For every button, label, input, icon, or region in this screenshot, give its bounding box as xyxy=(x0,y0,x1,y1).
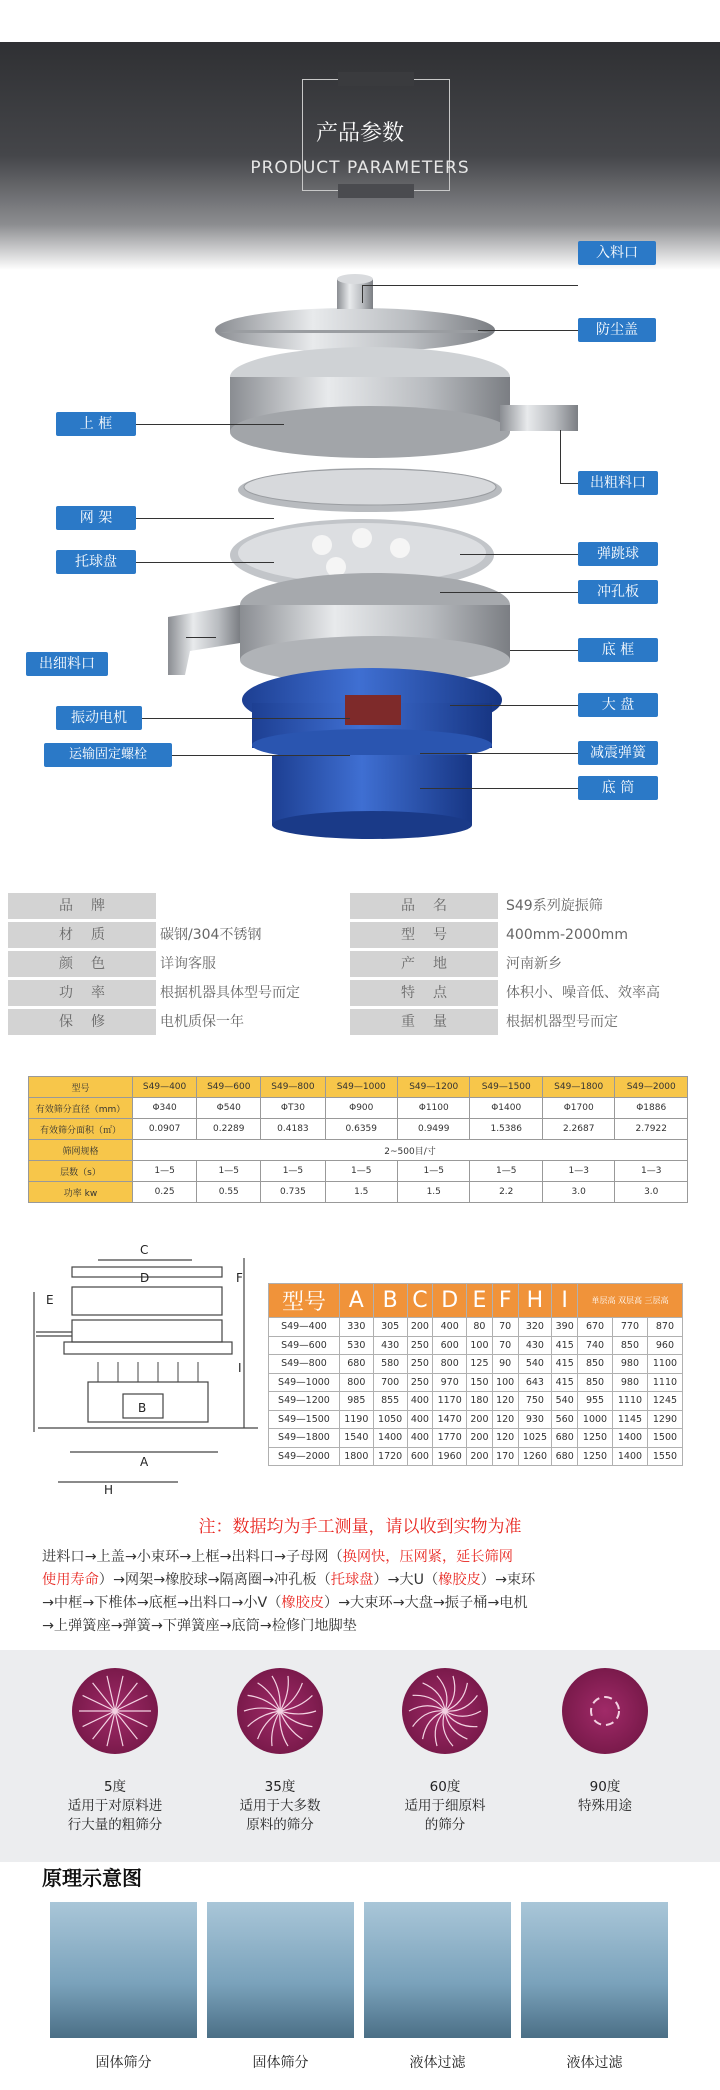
param-cell: ΦT30 xyxy=(261,1098,325,1119)
param-cell: Φ1700 xyxy=(542,1098,614,1119)
svg-text:H: H xyxy=(104,1483,114,1494)
param-cell: 0.2289 xyxy=(197,1119,261,1140)
spec-row xyxy=(0,951,720,977)
param-row xyxy=(29,1140,688,1161)
dim-row xyxy=(269,1447,683,1466)
dim-cell: 750 xyxy=(518,1392,552,1411)
dim-header-row xyxy=(269,1284,683,1318)
spec-label: 功率 xyxy=(8,980,156,1006)
leader-line xyxy=(134,562,274,563)
header-frame-gap-bottom xyxy=(338,184,414,198)
dim-cell: 1400 xyxy=(612,1447,647,1466)
param-cell: Φ1400 xyxy=(470,1098,542,1119)
leader-line xyxy=(560,483,580,484)
dim-row xyxy=(269,1410,683,1429)
dim-cell: 305 xyxy=(373,1318,407,1337)
dim-cell: 980 xyxy=(612,1355,647,1374)
dim-cell: 1250 xyxy=(578,1429,613,1448)
dim-head: E xyxy=(467,1284,493,1318)
dim-cell: 430 xyxy=(518,1336,552,1355)
dim-cell: 150 xyxy=(467,1373,493,1392)
vibration-angle-disc xyxy=(237,1668,323,1754)
param-cell: S49—1000 xyxy=(325,1077,397,1098)
label-ball-tray: 托球盘 xyxy=(56,550,136,574)
leader-line xyxy=(450,705,580,706)
flow-text: ）→网架→橡胶球→隔离圈→冲孔板（ xyxy=(98,1572,331,1588)
flow-highlight: 橡胶皮 xyxy=(438,1572,481,1588)
vibration-angle-disc xyxy=(72,1668,158,1754)
dim-cell: 1110 xyxy=(612,1392,647,1411)
flow-highlight: 使用寿命 xyxy=(42,1572,99,1588)
leader-line xyxy=(420,788,580,789)
dim-cell: 200 xyxy=(467,1410,493,1429)
dim-cell: 850 xyxy=(578,1355,613,1374)
param-row xyxy=(29,1098,688,1119)
principle-caption: 液体过滤 xyxy=(566,2055,623,2071)
label-transport-bolt: 运输固定螺栓 xyxy=(44,743,172,767)
spec-row xyxy=(0,893,720,919)
param-cell: Φ1886 xyxy=(615,1098,688,1119)
dim-cell: 1250 xyxy=(578,1447,613,1466)
param-cell: 2.2 xyxy=(470,1182,542,1203)
dim-cell: S49—2000 xyxy=(269,1447,340,1466)
dim-row xyxy=(269,1355,683,1374)
dim-head: F xyxy=(492,1284,518,1318)
param-cell: S49—2000 xyxy=(615,1077,688,1098)
leader-line xyxy=(140,718,350,719)
svg-text:A: A xyxy=(140,1455,149,1469)
spec-value: 根据机器型号而定 xyxy=(506,1014,618,1030)
principle-caption: 固体筛分 xyxy=(95,2055,152,2071)
dim-cell: 1720 xyxy=(373,1447,407,1466)
svg-text:I: I xyxy=(238,1361,242,1375)
dim-cell: 1290 xyxy=(647,1410,682,1429)
param-cell: 0.0907 xyxy=(133,1119,197,1140)
label-base-cylinder: 底 筒 xyxy=(578,776,658,800)
spec-value: 碳钢/304不锈钢 xyxy=(160,927,262,943)
dim-row xyxy=(269,1392,683,1411)
dim-cell: 120 xyxy=(492,1429,518,1448)
dim-cell: 430 xyxy=(373,1336,407,1355)
flow-text: ）→大U（ xyxy=(373,1572,439,1588)
dim-cell: 540 xyxy=(518,1355,552,1374)
svg-text:B: B xyxy=(138,1401,147,1415)
leader-line xyxy=(362,285,363,303)
angle-caption-line: 特殊用途 xyxy=(578,1798,632,1814)
dim-cell: 1960 xyxy=(433,1447,467,1466)
dim-cell: 120 xyxy=(492,1410,518,1429)
leader-line xyxy=(362,285,578,286)
param-cell: 0.25 xyxy=(133,1182,197,1203)
param-cell: S49—600 xyxy=(197,1077,261,1098)
param-cell: 2.7922 xyxy=(615,1119,688,1140)
dim-cell: 90 xyxy=(492,1355,518,1374)
leader-line xyxy=(460,554,580,555)
flow-highlight: 换网快，压网紧，延长筛网 xyxy=(342,1549,513,1565)
dim-cell: 415 xyxy=(552,1355,578,1374)
dim-cell: S49—1200 xyxy=(269,1392,340,1411)
param-cell: 1—3 xyxy=(542,1161,614,1182)
param-head: 有效筛分面积（㎡） xyxy=(29,1119,133,1140)
leader-line xyxy=(186,637,216,638)
dim-row xyxy=(269,1373,683,1392)
dim-cell: 100 xyxy=(467,1336,493,1355)
angle-caption-line: 原料的筛分 xyxy=(246,1817,314,1833)
spec-value: 体积小、噪音低、效率高 xyxy=(506,985,660,1001)
dim-cell: 1110 xyxy=(647,1373,682,1392)
leader-line xyxy=(134,518,274,519)
dim-head: I xyxy=(552,1284,578,1318)
vibration-angle-disc xyxy=(402,1668,488,1754)
param-cell: 2~500目/寸 xyxy=(133,1140,688,1161)
dim-cell: 850 xyxy=(612,1336,647,1355)
spec-value xyxy=(160,893,350,919)
dim-cell: 390 xyxy=(552,1318,578,1337)
principle-image-1 xyxy=(50,1902,197,2038)
param-cell: S49—1200 xyxy=(398,1077,470,1098)
spec-label: 品名 xyxy=(350,893,498,919)
svg-text:F: F xyxy=(236,1271,243,1285)
dim-head: D xyxy=(433,1284,467,1318)
svg-text:D: D xyxy=(140,1271,150,1285)
dim-cell: 680 xyxy=(552,1429,578,1448)
param-head: 型号 xyxy=(29,1077,133,1098)
param-head: 有效筛分直径（mm） xyxy=(29,1098,133,1119)
dim-cell: 1000 xyxy=(578,1410,613,1429)
dim-cell: 330 xyxy=(339,1318,373,1337)
label-big-plate: 大 盘 xyxy=(578,693,658,717)
svg-text:C: C xyxy=(140,1243,149,1257)
dim-cell: 960 xyxy=(647,1336,682,1355)
header-frame-gap-top xyxy=(338,72,414,86)
dim-cell: 600 xyxy=(407,1447,433,1466)
angle-caption xyxy=(45,1778,185,1835)
dimension-drawing xyxy=(28,1232,264,1494)
dim-cell: 870 xyxy=(647,1318,682,1337)
dim-cell: 1500 xyxy=(647,1429,682,1448)
assembly-flow-line-1 xyxy=(42,1546,692,1569)
param-cell: 0.6359 xyxy=(325,1119,397,1140)
dim-cell: S49—1800 xyxy=(269,1429,340,1448)
angle-caption-line: 行大量的粗筛分 xyxy=(67,1817,163,1833)
param-cell: 0.9499 xyxy=(398,1119,470,1140)
flow-text: ）→大束环→大盘→振子桶→电机 xyxy=(323,1595,528,1611)
param-head: 功率 kw xyxy=(29,1182,133,1203)
param-row xyxy=(29,1119,688,1140)
dim-cell: 415 xyxy=(552,1336,578,1355)
label-bounce-ball: 弹跳球 xyxy=(578,542,658,566)
dim-cell: 80 xyxy=(467,1318,493,1337)
label-dust-cover: 防尘盖 xyxy=(578,318,656,342)
label-inlet: 入料口 xyxy=(578,241,656,265)
dim-cell: 1550 xyxy=(647,1447,682,1466)
spec-row xyxy=(0,980,720,1006)
dim-cell: 800 xyxy=(433,1355,467,1374)
dim-cell: 1400 xyxy=(612,1429,647,1448)
param-row xyxy=(29,1077,688,1098)
leader-line xyxy=(510,650,580,651)
angle-caption-line: 的筛分 xyxy=(424,1817,466,1833)
dim-cell: 70 xyxy=(492,1336,518,1355)
dim-head: H xyxy=(518,1284,552,1318)
param-cell: 1.5 xyxy=(398,1182,470,1203)
spec-value: 400mm-2000mm xyxy=(506,927,628,943)
principle-image-4 xyxy=(521,1902,668,2038)
flow-text: 进料口→上盖→小束环→上框→出料口→子母网（ xyxy=(42,1549,343,1565)
dim-cell: 980 xyxy=(612,1373,647,1392)
header-banner xyxy=(0,42,720,270)
spec-row xyxy=(0,1009,720,1035)
param-cell: S49—1800 xyxy=(542,1077,614,1098)
spec-value: S49系列旋振筛 xyxy=(506,898,603,914)
spec-label: 重量 xyxy=(350,1009,498,1035)
dim-row xyxy=(269,1318,683,1337)
flow-highlight: 托球盘 xyxy=(330,1572,374,1588)
leader-line xyxy=(478,330,578,331)
dim-cell: 1470 xyxy=(433,1410,467,1429)
dim-cell: 1800 xyxy=(339,1447,373,1466)
dim-cell: 100 xyxy=(492,1373,518,1392)
angle-caption-line: 35度 xyxy=(264,1779,296,1795)
dim-cell: 930 xyxy=(518,1410,552,1429)
svg-text:E: E xyxy=(46,1293,54,1307)
dim-cell: S49—800 xyxy=(269,1355,340,1374)
param-cell: Φ900 xyxy=(325,1098,397,1119)
principle-image-3 xyxy=(364,1902,511,2038)
principle-image-2 xyxy=(207,1902,354,2038)
header-title-en: PRODUCT PARAMETERS xyxy=(250,158,470,178)
angle-caption-line: 适用于对原料进 xyxy=(67,1798,163,1814)
param-cell: Φ340 xyxy=(133,1098,197,1119)
dim-cell: 1025 xyxy=(518,1429,552,1448)
spec-value: 根据机器具体型号而定 xyxy=(160,985,300,1001)
flow-text: →中框→下椎体→底框→出料口→小V（ xyxy=(42,1595,282,1611)
spec-row xyxy=(0,922,720,948)
spec-label: 型号 xyxy=(350,922,498,948)
param-cell: 3.0 xyxy=(542,1182,614,1203)
dim-head: 型号 xyxy=(269,1284,340,1318)
spec-label: 品牌 xyxy=(8,893,156,919)
dim-cell: 1145 xyxy=(612,1410,647,1429)
param-cell: S49—800 xyxy=(261,1077,325,1098)
dim-cell: S49—600 xyxy=(269,1336,340,1355)
dim-cell: 200 xyxy=(467,1429,493,1448)
dim-cell: 1100 xyxy=(647,1355,682,1374)
param-head: 筛网规格 xyxy=(29,1140,133,1161)
dim-cell: 250 xyxy=(407,1336,433,1355)
dim-cell: 680 xyxy=(552,1447,578,1466)
label-coarse-outlet: 出粗料口 xyxy=(578,471,658,495)
dim-cell: 700 xyxy=(373,1373,407,1392)
dim-cell: 400 xyxy=(407,1429,433,1448)
label-vib-motor: 振动电机 xyxy=(56,706,142,730)
spec-label: 颜色 xyxy=(8,951,156,977)
dim-cell: 200 xyxy=(407,1318,433,1337)
param-cell: S49—400 xyxy=(133,1077,197,1098)
param-row xyxy=(29,1161,688,1182)
dim-cell: 680 xyxy=(339,1355,373,1374)
leader-line xyxy=(134,424,284,425)
param-cell: 2.2687 xyxy=(542,1119,614,1140)
dim-cell: 740 xyxy=(578,1336,613,1355)
spec-label: 材质 xyxy=(8,922,156,948)
assembly-flow-line-3 xyxy=(42,1592,692,1615)
param-cell: 1.5 xyxy=(325,1182,397,1203)
label-upper-frame: 上 框 xyxy=(56,412,136,436)
dim-cell: 1400 xyxy=(373,1429,407,1448)
param-cell: 1—3 xyxy=(615,1161,688,1182)
param-cell: 0.55 xyxy=(197,1182,261,1203)
dim-head: A xyxy=(339,1284,373,1318)
spec-value: 详询客服 xyxy=(160,956,216,972)
leader-line xyxy=(560,430,561,483)
param-head: 层数（s） xyxy=(29,1161,133,1182)
angle-caption-line: 适用于大多数 xyxy=(239,1798,321,1814)
param-cell: 1—5 xyxy=(470,1161,542,1182)
spec-label: 产地 xyxy=(350,951,498,977)
spec-label: 保修 xyxy=(8,1009,156,1035)
dim-cell: 670 xyxy=(578,1318,613,1337)
dim-cell: S49—1000 xyxy=(269,1373,340,1392)
dim-head: B xyxy=(373,1284,407,1318)
param-cell: 1—5 xyxy=(325,1161,397,1182)
dim-cell: 850 xyxy=(578,1373,613,1392)
angle-caption xyxy=(535,1778,675,1816)
leader-line xyxy=(420,753,580,754)
dim-cell: 170 xyxy=(492,1447,518,1466)
dim-cell: 200 xyxy=(467,1447,493,1466)
dim-cell: S49—1500 xyxy=(269,1410,340,1429)
dim-cell: 1260 xyxy=(518,1447,552,1466)
spec-label: 特点 xyxy=(350,980,498,1006)
param-cell: 1—5 xyxy=(197,1161,261,1182)
param-table xyxy=(28,1076,688,1203)
dim-cell: 580 xyxy=(373,1355,407,1374)
param-row xyxy=(29,1182,688,1203)
dim-head: C xyxy=(407,1284,433,1318)
angle-caption xyxy=(210,1778,350,1835)
principle-caption: 固体筛分 xyxy=(252,2055,309,2071)
dim-cell: 1770 xyxy=(433,1429,467,1448)
dim-cell: 530 xyxy=(339,1336,373,1355)
dim-cell: 1540 xyxy=(339,1429,373,1448)
leader-line xyxy=(440,592,580,593)
param-cell: 1—5 xyxy=(133,1161,197,1182)
dim-cell: 125 xyxy=(467,1355,493,1374)
dim-cell: 250 xyxy=(407,1355,433,1374)
dim-cell: 770 xyxy=(612,1318,647,1337)
flow-text: ）→束环 xyxy=(480,1572,536,1588)
label-bottom-frame: 底 框 xyxy=(578,638,658,662)
assembly-flow-line-4: →上弹簧座→弹簧→下弹簧座→底筒→检修门地脚垫 xyxy=(42,1618,357,1634)
label-fine-outlet: 出细料口 xyxy=(26,652,108,676)
dim-cell: S49—400 xyxy=(269,1318,340,1337)
flow-highlight: 橡胶皮 xyxy=(281,1595,324,1611)
angle-caption-line: 90度 xyxy=(589,1779,621,1795)
dim-cell: 560 xyxy=(552,1410,578,1429)
measurement-note: 注：数据均为手工测量，请以收到实物为准 xyxy=(198,1517,522,1537)
dim-cell: 855 xyxy=(373,1392,407,1411)
angle-caption-line: 60度 xyxy=(429,1779,461,1795)
param-cell: 0.735 xyxy=(261,1182,325,1203)
param-cell: 3.0 xyxy=(615,1182,688,1203)
param-cell: Φ1100 xyxy=(398,1098,470,1119)
header-title-cn: 产品参数 xyxy=(315,121,404,146)
label-mesh-frame: 网 架 xyxy=(56,506,136,530)
dim-cell: 643 xyxy=(518,1373,552,1392)
dim-cell: 400 xyxy=(433,1318,467,1337)
dim-cell: 985 xyxy=(339,1392,373,1411)
dim-cell: 600 xyxy=(433,1336,467,1355)
param-cell: Φ540 xyxy=(197,1098,261,1119)
param-cell: 0.4183 xyxy=(261,1119,325,1140)
dim-cell: 970 xyxy=(433,1373,467,1392)
angle-caption-line: 适用于细原料 xyxy=(404,1798,486,1814)
dim-cell: 800 xyxy=(339,1373,373,1392)
dim-head: 单层高 双层高 三层高 xyxy=(578,1284,683,1318)
dim-row xyxy=(269,1429,683,1448)
dim-cell: 120 xyxy=(492,1392,518,1411)
dim-cell: 955 xyxy=(578,1392,613,1411)
dim-cell: 1170 xyxy=(433,1392,467,1411)
angle-caption xyxy=(375,1778,515,1835)
dim-cell: 320 xyxy=(518,1318,552,1337)
principle-caption: 液体过滤 xyxy=(409,2055,466,2071)
leader-line xyxy=(170,755,350,756)
dim-cell: 1050 xyxy=(373,1410,407,1429)
dim-cell: 1245 xyxy=(647,1392,682,1411)
dim-cell: 540 xyxy=(552,1392,578,1411)
param-cell: 1—5 xyxy=(398,1161,470,1182)
dim-cell: 70 xyxy=(492,1318,518,1337)
dim-cell: 400 xyxy=(407,1410,433,1429)
param-cell: 1—5 xyxy=(261,1161,325,1182)
label-damping-spring: 减震弹簧 xyxy=(578,741,658,765)
angle-caption-line: 5度 xyxy=(103,1779,127,1795)
spec-value: 河南新乡 xyxy=(506,956,562,972)
param-cell: 1.5386 xyxy=(470,1119,542,1140)
dim-row xyxy=(269,1336,683,1355)
principle-title: 原理示意图 xyxy=(42,1866,142,1890)
assembly-flow-line-2 xyxy=(42,1569,692,1592)
angle-panel xyxy=(0,1650,720,1862)
dim-cell: 250 xyxy=(407,1373,433,1392)
dim-cell: 415 xyxy=(552,1373,578,1392)
vibration-angle-disc xyxy=(562,1668,648,1754)
dim-cell: 180 xyxy=(467,1392,493,1411)
param-cell: S49—1500 xyxy=(470,1077,542,1098)
dim-cell: 1190 xyxy=(339,1410,373,1429)
dimension-table xyxy=(268,1283,683,1466)
label-punch-plate: 冲孔板 xyxy=(578,580,658,604)
spec-value: 电机质保一年 xyxy=(160,1014,244,1030)
dim-cell: 400 xyxy=(407,1392,433,1411)
